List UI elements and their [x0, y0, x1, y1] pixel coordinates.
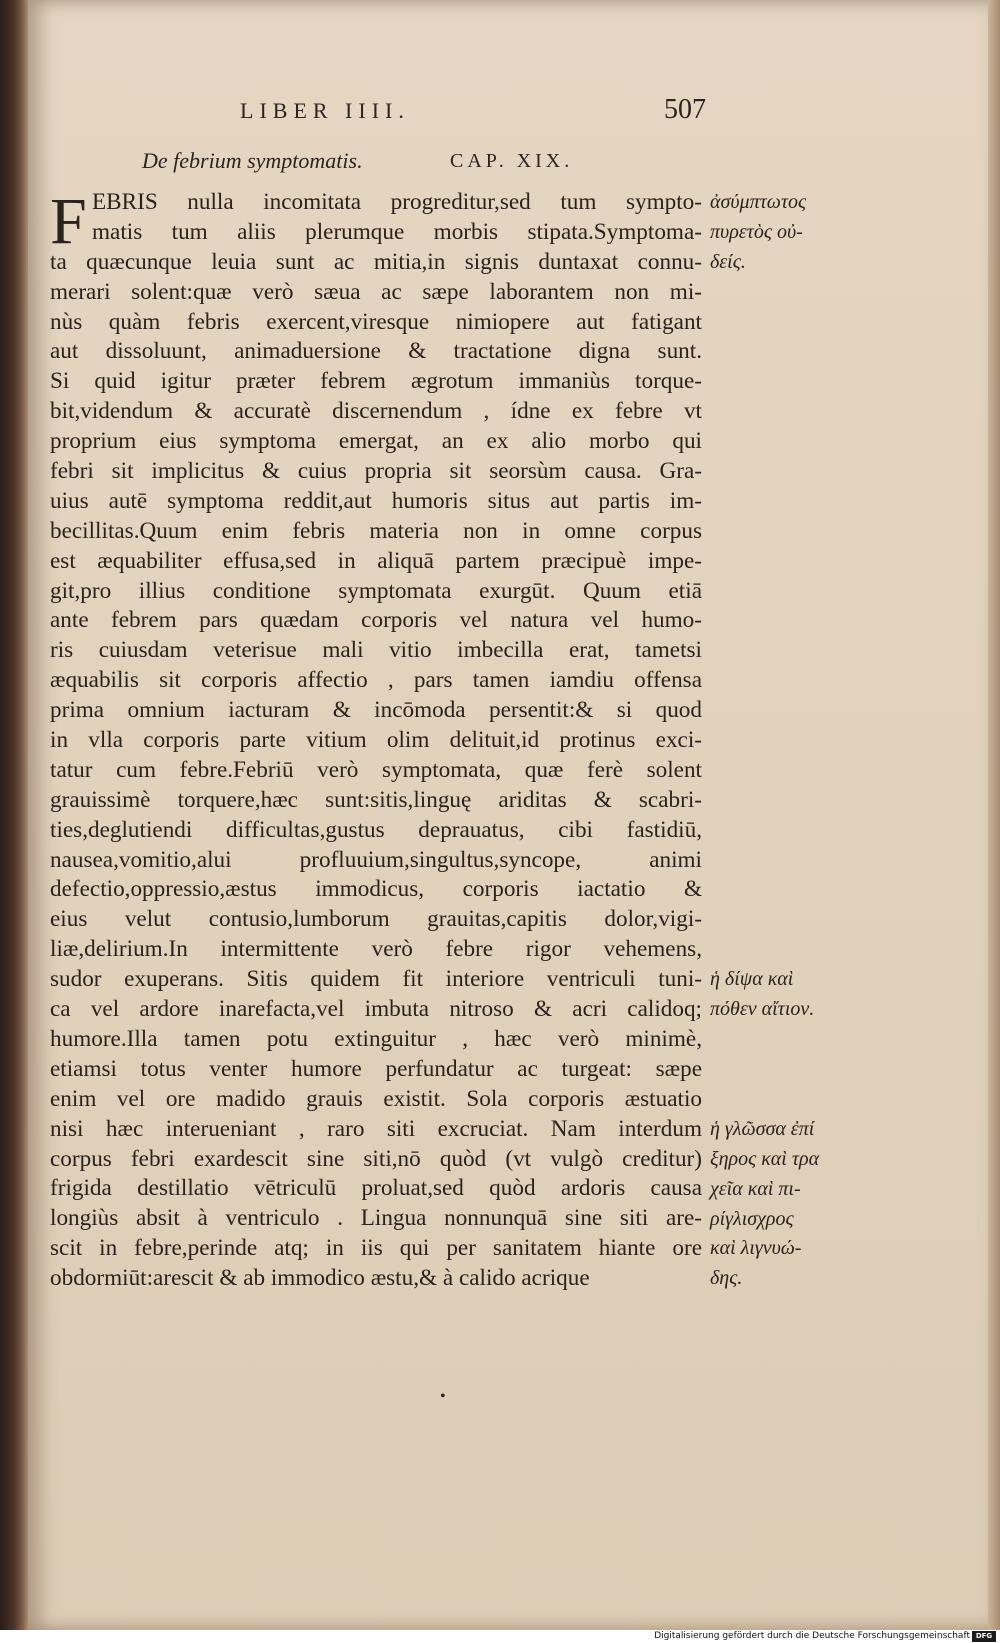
- text-line: etiamsi totus venter humore perfundatur ac turgeat: sæpe: [50, 1055, 702, 1082]
- margin-note-line: ἡ δίψα καὶ: [710, 968, 794, 991]
- margin-note-line: δης.: [710, 1267, 743, 1290]
- margin-note: [710, 965, 910, 1025]
- margin-note-line: καὶ λιγνυώ-: [710, 1237, 802, 1260]
- text-line: est æquabiliter effusa,sed in aliquā partem præcipuè impe-: [50, 547, 702, 574]
- main-text-block: [50, 185, 702, 1294]
- text-line: EBRIS nulla incomitata progreditur,sed tum sympto-: [92, 189, 702, 215]
- margin-note-line: ἀσύμπτωτος: [710, 191, 807, 213]
- text-line: bit,videndum & accuratè discernendum , ídne ex febre vt: [50, 398, 702, 425]
- text-line: prima omnium iacturam & incōmoda persentit:& si quod: [50, 697, 702, 724]
- text-line: becillitas.Quum enim febris materia non in omne corpus: [50, 517, 702, 544]
- text-line: sudor exuperans. Sitis quidem fit interiore ventriculi tuni-: [50, 966, 702, 993]
- chapter-number: CAP. XIX.: [450, 150, 574, 172]
- text-line: matis tum aliis plerumque morbis stipata.Symptoma-: [92, 218, 702, 245]
- text-line: corpus febri exardescit sine siti,nō quòd (vt vulgò creditur): [50, 1145, 702, 1172]
- footer-bar: [0, 1630, 1000, 1643]
- margin-note-line: ρίγλισχρος: [710, 1207, 794, 1230]
- page-number: 507: [664, 94, 706, 125]
- running-head: [240, 94, 706, 138]
- margin-note: [710, 1115, 910, 1294]
- text-line: nausea,vomitio,alui profluuium,singultus,syncope, animi: [50, 846, 702, 873]
- text-line: aut dissoluunt, animaduersione & tractatione digna sunt.: [50, 338, 702, 365]
- text-line: ca vel ardore inarefacta,vel imbuta nitroso & acri calidoq;: [50, 996, 702, 1023]
- text-line: defectio,oppressio,æstus immodicus, corporis iactatio &: [50, 876, 702, 903]
- margin-note-line: πυρετὸς οὐ-: [710, 220, 803, 243]
- text-line: proprium eius symptoma emergat, an ex alio morbo qui: [50, 428, 702, 455]
- text-line: longiùs absit à ventriculo . Lingua nonnunquā sine siti are-: [50, 1205, 702, 1232]
- margin-note-line: δείς.: [710, 250, 746, 273]
- margin-note-line: ἡ γλῶσσα ἐπί: [710, 1117, 815, 1140]
- text-line: git,pro illius conditione symptomata exurgūt. Quum etiā: [50, 577, 702, 604]
- text-line: ante febrem pars quædam corporis vel natura vel humo-: [50, 607, 702, 634]
- running-title: LIBER IIII.: [240, 98, 410, 123]
- page-edge: [988, 0, 1000, 1630]
- drop-cap: F: [50, 185, 87, 258]
- text-line: ris cuiusdam veterisue mali vitio imbecilla erat, tametsi: [50, 637, 702, 664]
- text-line: humore.Illa tamen potu extinguitur , hæc verò minimè,: [50, 1025, 702, 1052]
- text-line: ta quæcunque leuia sunt ac mitia,in signis duntaxat connu-: [50, 248, 702, 275]
- text-line: febri sit implicitus & cuius propria sit seorsùm causa. Gra-: [50, 458, 702, 485]
- text-line: liæ,delirium.In intermittente verò febre rigor vehemens,: [50, 936, 702, 963]
- chapter-title: De febrium symptomatis.: [142, 148, 363, 173]
- margin-note: [710, 188, 910, 278]
- margin-note-line: χεῖα καὶ πι-: [710, 1177, 801, 1200]
- text-line: frigida destillatio vētriculū proluat,sed quòd ardoris causa: [50, 1175, 702, 1202]
- text-line: in vlla corporis parte vitium olim delituit,id protinus exci-: [50, 727, 702, 754]
- margin-note-line: ξηρος καὶ τρα: [710, 1147, 820, 1170]
- text-line: tatur cum febre.Febriū verò symptomata, quæ ferè solent: [50, 756, 702, 783]
- text-line: ties,deglutiendi difficultas,gustus deprauatus, cibi fastidiū,: [50, 816, 702, 843]
- text-line: nùs quàm febris exercent,viresque nimiopere aut fatigant: [50, 308, 702, 335]
- text-line: grauissimè torquere,hæc sunt:sitis,linguę ariditas & scabri-: [50, 786, 702, 813]
- text-line: enim vel ore madido grauis existit. Sola corporis æstuatio: [50, 1085, 702, 1112]
- page-ornament: •: [440, 1388, 446, 1405]
- text-line: scit in febre,perinde atq; in iis qui per sanitatem hiante ore: [50, 1235, 702, 1262]
- text-line: Si quid igitur præter febrem ægrotum immaniùs torque-: [50, 368, 702, 395]
- text-line: obdormiūt:arescit & ab immodico æstu,& à calido acrique: [50, 1265, 590, 1292]
- text-line: nisi hæc interueniant , raro siti excruciat. Nam interdum: [50, 1115, 702, 1142]
- margin-note-line: πόθεν αἴτιον.: [710, 998, 815, 1021]
- dfg-logo: DFG: [972, 1631, 996, 1642]
- text-line: uius autē symptoma reddit,aut humoris situs aut partis im-: [50, 487, 702, 514]
- chapter-heading: [142, 148, 612, 184]
- digitization-credit: Digitalisierung gefördert durch die Deutsche Forschungsgemeinschaft: [654, 1631, 970, 1641]
- text-line: merari solent:quæ verò sæua ac sæpe laborantem non mi-: [50, 278, 702, 305]
- text-line: eius velut contusio,lumborum grauitas,capitis dolor,vigi-: [50, 906, 702, 933]
- text-line: æquabilis sit corporis affectio , pars tamen iamdiu offensa: [50, 667, 702, 694]
